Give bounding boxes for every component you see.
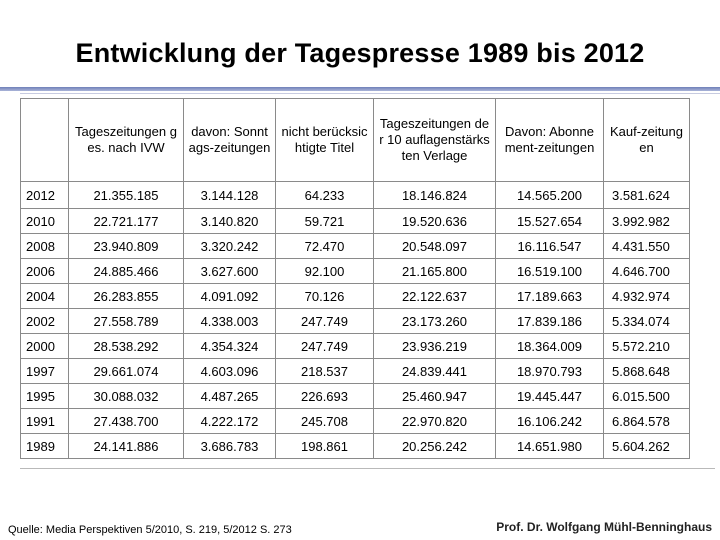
value-cell: 5.604.262 [604,434,690,459]
value-cell: 4.603.096 [184,359,276,384]
value-cell: 27.558.789 [69,309,184,334]
year-cell: 2012 [21,182,69,209]
year-cell: 2010 [21,209,69,234]
value-cell: 4.932.974 [604,284,690,309]
title-divider [0,87,720,91]
value-cell: 22.122.637 [374,284,496,309]
value-cell: 20.548.097 [374,234,496,259]
value-cell: 30.088.032 [69,384,184,409]
value-cell: 92.100 [276,259,374,284]
value-cell: 3.627.600 [184,259,276,284]
value-cell: 25.460.947 [374,384,496,409]
value-cell: 20.256.242 [374,434,496,459]
column-header-label: Davon: Abonnement-zeitungen [504,124,595,155]
value-cell: 29.661.074 [69,359,184,384]
value-cell: 4.222.172 [184,409,276,434]
year-cell: 2000 [21,334,69,359]
value-cell: 26.283.855 [69,284,184,309]
value-cell: 16.116.547 [496,234,604,259]
value-cell: 19.445.447 [496,384,604,409]
value-cell: 18.970.793 [496,359,604,384]
value-cell: 21.165.800 [374,259,496,284]
value-cell: 14.565.200 [496,182,604,209]
value-cell: 4.646.700 [604,259,690,284]
value-cell: 5.572.210 [604,334,690,359]
value-cell: 72.470 [276,234,374,259]
table-body [21,182,690,459]
column-header [21,99,69,182]
table-row [21,334,690,359]
table-row [21,409,690,434]
table-row [21,284,690,309]
value-cell: 226.693 [276,384,374,409]
source-note: Quelle: Media Perspektiven 5/2010, S. 219, 5/2012 S. 273 [8,524,292,536]
value-cell: 198.861 [276,434,374,459]
value-cell: 245.708 [276,409,374,434]
column-header [184,99,276,182]
value-cell: 24.141.886 [69,434,184,459]
slide-title: Entwicklung der Tagespresse 1989 bis 2012 [75,38,645,68]
title-divider-thin [20,93,720,94]
column-header-label: davon: Sonntags-zeitungen [188,124,271,155]
value-cell: 24.839.441 [374,359,496,384]
column-header-label: Tageszeitungen der 10 auflagenstärksten Verlage [379,116,490,163]
value-cell: 4.487.265 [184,384,276,409]
value-cell: 23.940.809 [69,234,184,259]
table-header-row [21,99,690,182]
value-cell: 218.537 [276,359,374,384]
year-cell: 1995 [21,384,69,409]
column-header [374,99,496,182]
value-cell: 18.146.824 [374,182,496,209]
year-cell: 2002 [21,309,69,334]
table-row [21,384,690,409]
year-cell: 1991 [21,409,69,434]
value-cell: 23.936.219 [374,334,496,359]
value-cell: 6.015.500 [604,384,690,409]
value-cell: 22.970.820 [374,409,496,434]
value-cell: 24.885.466 [69,259,184,284]
value-cell: 3.992.982 [604,209,690,234]
column-header [276,99,374,182]
table-row [21,434,690,459]
year-cell: 2004 [21,284,69,309]
value-cell: 4.431.550 [604,234,690,259]
value-cell: 22.721.177 [69,209,184,234]
value-cell: 16.519.100 [496,259,604,284]
value-cell: 14.651.980 [496,434,604,459]
table-row [21,259,690,284]
value-cell: 5.334.074 [604,309,690,334]
column-header [69,99,184,182]
value-cell: 17.189.663 [496,284,604,309]
value-cell: 3.581.624 [604,182,690,209]
value-cell: 4.338.003 [184,309,276,334]
value-cell: 3.140.820 [184,209,276,234]
year-cell: 1989 [21,434,69,459]
value-cell: 3.686.783 [184,434,276,459]
value-cell: 21.355.185 [69,182,184,209]
column-header [604,99,690,182]
value-cell: 70.126 [276,284,374,309]
value-cell: 17.839.186 [496,309,604,334]
value-cell: 3.320.242 [184,234,276,259]
year-cell: 2008 [21,234,69,259]
value-cell: 23.173.260 [374,309,496,334]
value-cell: 27.438.700 [69,409,184,434]
year-cell: 2006 [21,259,69,284]
value-cell: 59.721 [276,209,374,234]
year-cell: 1997 [21,359,69,384]
table-row [21,182,690,209]
table-row [21,359,690,384]
table-row [21,209,690,234]
press-statistics-table [20,98,690,459]
value-cell: 3.144.128 [184,182,276,209]
table-row [21,234,690,259]
value-cell: 4.354.324 [184,334,276,359]
value-cell: 247.749 [276,309,374,334]
value-cell: 18.364.009 [496,334,604,359]
footer-divider [20,468,715,469]
column-header [496,99,604,182]
value-cell: 19.520.636 [374,209,496,234]
value-cell: 15.527.654 [496,209,604,234]
author-credit: Prof. Dr. Wolfgang Mühl-Benninghaus [496,520,712,534]
value-cell: 5.868.648 [604,359,690,384]
value-cell: 4.091.092 [184,284,276,309]
column-header-label: Tageszeitungen ges. nach IVW [75,124,177,155]
value-cell: 247.749 [276,334,374,359]
value-cell: 16.106.242 [496,409,604,434]
value-cell: 28.538.292 [69,334,184,359]
value-cell: 64.233 [276,182,374,209]
column-header-label: Kauf-zeitungen [610,124,683,155]
value-cell: 6.864.578 [604,409,690,434]
table-row [21,309,690,334]
column-header-label: nicht berücksichtigte Titel [281,124,368,155]
